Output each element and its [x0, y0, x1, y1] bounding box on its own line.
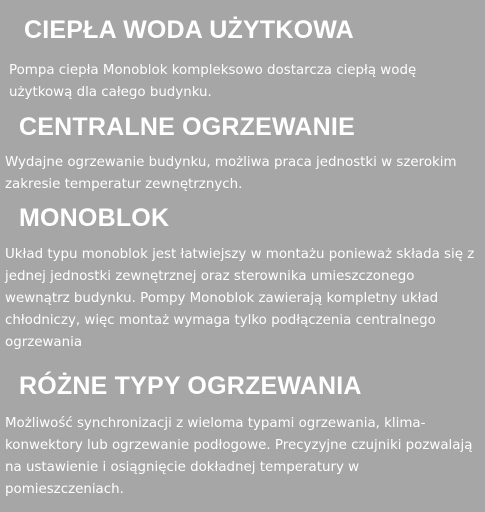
- section-text: Wydajne ogrzewanie budynku, możliwa praca jednostki w szerokim zakresie temperatur zewnętrznych.: [5, 155, 457, 192]
- section-heading: CIEPŁA WODA UŻYTKOWA: [24, 16, 354, 44]
- section-text: Układ typu monoblok jest łatwiejszy w montażu ponieważ składa się z jednej jednostki zewnętrznej oraz sterownika umieszczonego wewnątrz budynku. Pompy Monoblok zawierają kompletny układ chłodniczy, więc montaż wymaga tylko podłączenia centralnego ogrzewania: [5, 247, 475, 350]
- section-text: Pompa ciepła Monoblok kompleksowo dostarcza ciepłą wodę użytkową dla całego budynku.: [9, 63, 417, 100]
- section-heading: MONOBLOK: [19, 204, 170, 232]
- section-heading: CENTRALNE OGRZEWANIE: [19, 113, 355, 141]
- section-text: Możliwość synchronizacji z wieloma typami ogrzewania, klima-konwektory lub ogrzewanie podłogowe. Precyzyjne czujniki pozwalają na ustawienie i osiągnięcie dokładnej temperatury w pomieszczeniach.: [5, 416, 473, 497]
- section-heading: RÓŻNE TYPY OGRZEWANIA: [19, 372, 362, 400]
